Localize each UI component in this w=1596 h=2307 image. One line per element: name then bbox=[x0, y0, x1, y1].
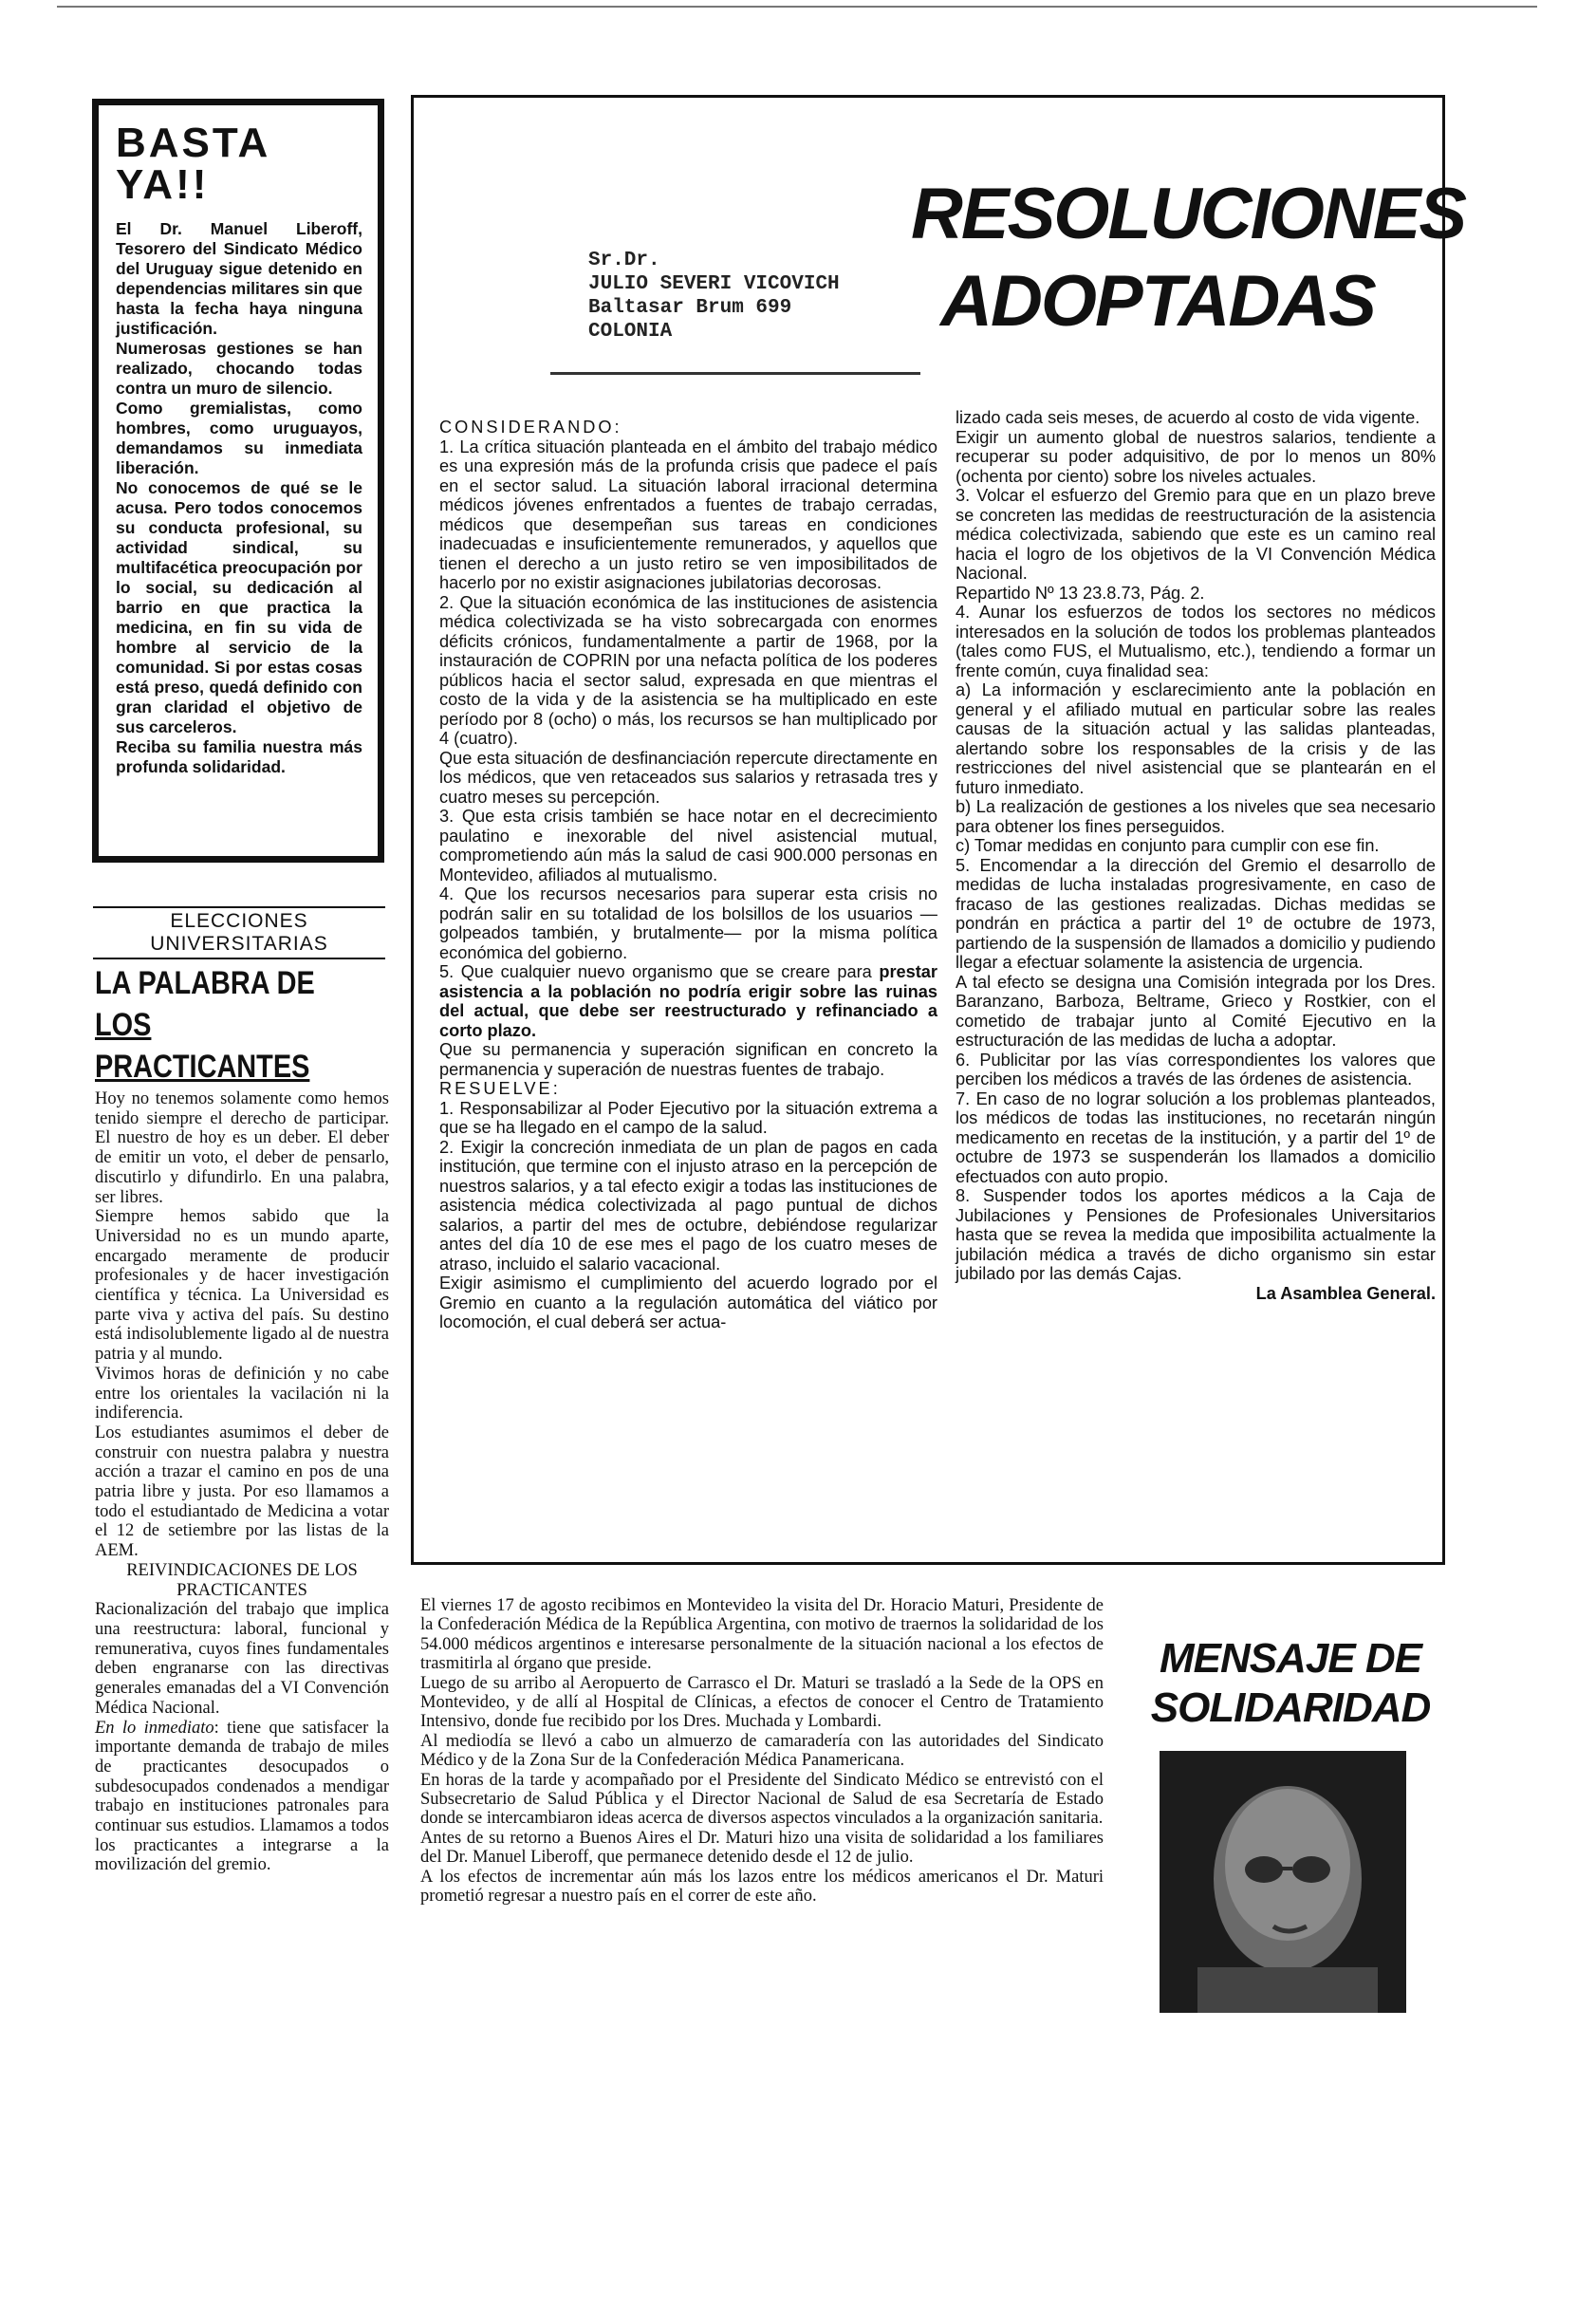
considerando-2b: Que esta situación de desfinanciación repercute directamente en los médicos, que ven retaceados sus salarios y retrasada tres y cuatro meses su percepción. bbox=[439, 748, 937, 807]
resuelve-1: 1. Responsabilizar al Poder Ejecutivo por la situación extrema a que se ha llegado en el campo de la salud. bbox=[439, 1098, 937, 1137]
mensaje-title bbox=[1134, 1634, 1447, 1733]
portrait-illustration bbox=[1160, 1751, 1406, 2013]
resoluciones-column-right bbox=[956, 408, 1436, 1303]
resoluciones-column-left bbox=[439, 418, 937, 1332]
resuelve-5: 5. Encomendar a la dirección del Gremio el desarrollo de medidas de lucha instaladas progresivamente, en caso de fracaso de las gestiones realizadas. Dichas medidas se pondrán en práctica a partir del 1º de octubre de 1973, partiendo de la suspensión de llamados a domicilio y pudiendo llegar a efectuar solamente la asistencia de urgencia. bbox=[956, 855, 1436, 972]
practicantes-p6-body: : tiene que satisfacer la importante demanda de trabajo de miles de practicantes desocupados o subdesocupados condenados a mendigar trabajo en instituciones patronales para continuar sus estudios. Llamamos a todos los practicantes a integrarse a la movilización del gremio. bbox=[95, 1718, 389, 1875]
resuelve-3-ref: Repartido Nº 13 23.8.73, Pág. 2. bbox=[956, 583, 1205, 603]
address-line-3: Baltasar Brum 699 bbox=[588, 297, 792, 319]
elecciones-label: ELECCIONES UNIVERSITARIAS bbox=[93, 906, 385, 959]
address-line-2: JULIO SEVERI VICOVICH bbox=[588, 273, 840, 295]
basta-paragraph-3: Como gremialistas, como hombres, como uruguayos, demandamos su inmediata liberación. bbox=[116, 399, 362, 477]
resuelve-heading: RESUELVE: bbox=[439, 1079, 561, 1098]
considerando-4: 4. Que los recursos necesarios para superar esta crisis no podrán salir en su totalidad de los bolsillos de los usuarios —golpeados también, y brutalmente— por la misma política económica del gobierno. bbox=[439, 884, 937, 962]
basta-paragraph-2: Numerosas gestiones se han realizado, chocando todas contra un muro de silencio. bbox=[116, 339, 362, 398]
palabra-title-line-1: LA PALABRA DE bbox=[95, 965, 315, 1001]
mensaje-title-line-2: SOLIDARIDAD bbox=[1150, 1684, 1431, 1731]
considerando-5 bbox=[439, 962, 937, 1040]
portrait-photo bbox=[1160, 1751, 1406, 2013]
mensaje-paragraph-4: En horas de la tarde y acompañado por el Presidente del Sindicato Médico se entrevistó con el Subsecretario de Salud Pública y el Director Nacional de Salud de esa Secretaría de Estado donde se intercambiaron ideas acerca de diversos aspectos vinculados a la organización sanitaria. bbox=[420, 1770, 1104, 1829]
resoluciones-title bbox=[911, 171, 1466, 345]
address-line-4: COLONIA bbox=[588, 321, 673, 343]
considerando-heading: CONSIDERANDO: bbox=[439, 418, 622, 437]
resoluciones-title-line-1: RESOLUCIONES bbox=[911, 174, 1466, 254]
resuelve-2d: Exigir un aumento global de nuestros salarios, tendiente a recuperar su poder adquisitivo, de por lo menos un 80% (ochenta por ciento) sobre los niveles actuales. bbox=[956, 427, 1436, 486]
basta-paragraph-1: El Dr. Manuel Liberoff, Tesorero del Sindicato Médico del Uruguay sigue detenido en dependencias militares sin que hasta la fecha haya ninguna justificación. bbox=[116, 219, 362, 338]
address-line-1: Sr.Dr. bbox=[588, 250, 660, 271]
practicantes-article bbox=[95, 1089, 389, 1875]
resuelve-2c: lizado cada seis meses, de acuerdo al costo de vida vigente. bbox=[956, 408, 1420, 427]
practicantes-paragraph-2: Siempre hemos sabido que la Universidad no es un mundo aparte, encargado meramente de producir profesionales y de hacer investigación científica y técnica. La Universidad es parte viva y activa del país. Su destino está indisolublemente ligado al de nuestra patria y al mundo. bbox=[95, 1207, 389, 1365]
considerando-3: 3. Que esta crisis también se hace notar en el decrecimiento paulatino e inexorable del nivel asistencial mutual, comprometiendo aún más la salud de casi 900.000 personas en Montevideo, afiliados al mutualismo. bbox=[439, 807, 937, 884]
palabra-title-line-2: LOS PRACTICANTES bbox=[95, 1007, 310, 1085]
mensaje-paragraph-5: Antes de su retorno a Buenos Aires el Dr. Maturi hizo una visita de solidaridad a los familiares del Dr. Manuel Liberoff, que permanece detenido desde el 12 de julio. bbox=[420, 1828, 1104, 1868]
mensaje-article bbox=[420, 1596, 1104, 1907]
considerando-5a: 5. Que cualquier nuevo organismo que se creare para bbox=[439, 962, 880, 981]
considerando-5c: Que su permanencia y superación significan en concreto la permanencia y superación de nuestras fuentes de trabajo. bbox=[439, 1040, 937, 1079]
top-rule bbox=[57, 6, 1537, 8]
practicantes-paragraph-5: Racionalización del trabajo que implica una reestructura: laboral, funcional y remunerativa, cuyos fines fundamentales deben engranarse con las directivas generales emanadas del a VI Convención Médica Nacional. bbox=[95, 1600, 389, 1718]
palabra-title bbox=[95, 962, 337, 1088]
resuelve-6: 6. Publicitar por las vías correspondientes los valores que perciben los médicos a través de las órdenes de asistencia. bbox=[956, 1050, 1436, 1088]
signature: La Asamblea General. bbox=[1255, 1283, 1436, 1303]
resuelve-2: 2. Exigir la concreción inmediata de un plan de pagos en cada institución, que termine con el injusto atraso en la percepción de nuestros salarios, y a tal efecto exigir a todas las instituciones de asistencia médica colectivizada al pago puntual de dichos salarios, a partir del mes de octubre, debiéndose regularizar antes del día 10 de ese mes el pago de los cuatro meses de atraso, incluido el salario vacacional. bbox=[439, 1137, 937, 1274]
considerando-1: 1. La crítica situación planteada en el ámbito del trabajo médico es una expresión más de la profunda crisis que padece el país en el sector salud. La situación laboral irracional determina médicos jóvenes enfrentados a fuentes de trabajo cerradas, médicos que desempeñan sus tareas en condiciones inadecuadas e insuficientemente remunerados, y aquellos que tienen el derecho a un justo retiro se ven imposibilitados de hacerlo por no existir asignaciones jubilatorias decorosas. bbox=[439, 437, 937, 592]
resuelve-7: 7. En caso de no lograr solución a los problemas planteados, los médicos de todas las instituciones, no recetarán ningún medicamento en recetas de la institución, y a partir del 1º de octubre de 1973 se suspenderán los llamados a domicilio efectuados con auto propio. bbox=[956, 1088, 1436, 1186]
mensaje-paragraph-6: A los efectos de incrementar aún más los lazos entre los médicos americanos el Dr. Maturi prometió regresar a nuestro país en el correr de este año. bbox=[420, 1867, 1104, 1907]
practicantes-paragraph-4: Los estudiantes asumimos el deber de construir con nuestra palabra y nuestra acción a trazar el camino en pos de una patria libre y justa. Por eso llamamos a todo el estudiantado de Medicina a votar el 12 de setiembre por las listas de la AEM. bbox=[95, 1423, 389, 1561]
resuelve-4b: b) La realización de gestiones a los niveles que sea necesario para obtener los fines perseguidos. bbox=[956, 797, 1436, 836]
basta-title: BASTA YA!! bbox=[116, 120, 269, 208]
mensaje-title-line-1: MENSAJE DE bbox=[1159, 1635, 1422, 1682]
practicantes-paragraph-3: Vivimos horas de definición y no cabe entre los orientales la vacilación ni la indiferencia. bbox=[95, 1364, 389, 1423]
reivindicaciones-heading-1: REIVINDICACIONES DE LOS bbox=[126, 1560, 358, 1580]
reivindicaciones-heading-2: PRACTICANTES bbox=[176, 1580, 307, 1600]
considerando-5b: prestar asistencia a la población no podría erigir sobre las ruinas del actual, que debe ser reestructurado y refinanciado a corto plazo. bbox=[439, 962, 937, 1040]
resuelve-4: 4. Aunar los esfuerzos de todos los sectores no médicos interesados en la solución de todos los problemas planteados (tales como FUS, el Mutualismo, etc.), tendiendo a formar un frente común, cuya finalidad sea: bbox=[956, 603, 1436, 680]
practicantes-paragraph-6 bbox=[95, 1719, 389, 1876]
resuelve-4c: c) Tomar medidas en conjunto para cumplir con ese fin. bbox=[956, 836, 1380, 855]
considerando-2: 2. Que la situación económica de las instituciones de asistencia médica colectivizada se ha visto sobrecargada con enormes déficits crónicos, fundamentalmente a partir de 1968, por la instauración de COPRIN por una nefacta política de los poderes públicos hacia el sector salud, expresada en que mientras el costo de la vida y de la asistencia se ha multiplicado en este período por 8 (ocho) o más, los recursos se han multiplicado por 4 (cuatro). bbox=[439, 592, 937, 748]
resuelve-8: 8. Suspender todos los aportes médicos a la Caja de Jubilaciones y Pensiones de Profesionales Universitarios hasta que se revea la medida que imposibilita actualmente la jubilación médica a través de dicho organismo sin estar jubilado por las demás Cajas. bbox=[956, 1186, 1436, 1283]
mensaje-paragraph-3: Al mediodía se llevó a cabo un almuerzo de camaradería con las autoridades del Sindicato Médico y de la Zona Sur de la Confederación Médica Panamericana. bbox=[420, 1731, 1104, 1771]
basta-paragraph-5: Reciba su familia nuestra más profunda solidaridad. bbox=[116, 737, 362, 776]
practicantes-paragraph-1: Hoy no tenemos solamente como hemos tenido siempre el derecho de participar. El nuestro de hoy es un deber. El deber de emitir un voto, el deber de pensarlo, discutirlo y difundirlo. En una palabra, ser libres. bbox=[95, 1089, 389, 1207]
resuelve-2b: Exigir asimismo el cumplimiento del acuerdo logrado por el Gremio en cuanto a la regulación automática del viático por locomoción, el cual deberá ser actua- bbox=[439, 1274, 937, 1331]
resuelve-4a: a) La información y esclarecimiento ante la población en general y el afiliado mutual en particular sobre las reales causas de la situación actual y las salidas planteadas, alertando sobre los responsables de la crisis y de las restricciones del nivel asistencial que se plantearán en el futuro inmediato. bbox=[956, 680, 1436, 797]
address-label bbox=[588, 249, 840, 344]
basta-paragraph-4: No conocemos de qué se le acusa. Pero todos conocemos su conducta profesional, su actividad sindical, su multifacética preocupación por lo social, su dedicación al barrio en que practica la medicina, en fin su vida de hombre al servicio de la comunidad. Si por estas cosas está preso, quedá definido con gran claridad el objetivo de sus carceleros. bbox=[116, 478, 362, 736]
mensaje-paragraph-2: Luego de su arribo al Aeropuerto de Carrasco el Dr. Maturi se trasladó a la Sede de la OPS en Montevideo, y de allí al Hospital de Clínicas, a efectos de conocer el Centro de Tratamiento Intensivo, donde fue recibido por los Dres. Muchada y Lombardi. bbox=[420, 1673, 1104, 1732]
resoluciones-title-line-2: ADOPTADAS bbox=[940, 261, 1375, 342]
address-rule bbox=[550, 372, 920, 375]
mensaje-paragraph-1: El viernes 17 de agosto recibimos en Montevideo la visita del Dr. Horacio Maturi, Presidente de la Confederación Médica de la República Argentina, con motivo de traernos la solidaridad de los 54.000 médicos argentinos e interesarse personalmente de la situación nacional a los efectos de trasmitirla al órgano que preside. bbox=[420, 1596, 1104, 1674]
resuelve-5b: A tal efecto se designa una Comisión integrada por los Dres. Baranzano, Barboza, Beltrame, Grieco y Rostkier, con el cometido de trabajar junto al Comité Ejecutivo en la estructuración de las medidas de lucha a adoptar. bbox=[956, 972, 1436, 1050]
basta-ya-box bbox=[92, 99, 384, 863]
practicantes-p6-lead: En lo inmediato bbox=[95, 1718, 214, 1738]
resoluciones-box-bottom bbox=[411, 1562, 1445, 1565]
resuelve-3: 3. Volcar el esfuerzo del Gremio para que en un plazo breve se concreten las medidas de reestructuración de la asistencia médica colectivizada, sabiendo que este es un camino real hacia el logro de los objetivos de la VI Convención Médica Nacional. bbox=[956, 486, 1436, 583]
